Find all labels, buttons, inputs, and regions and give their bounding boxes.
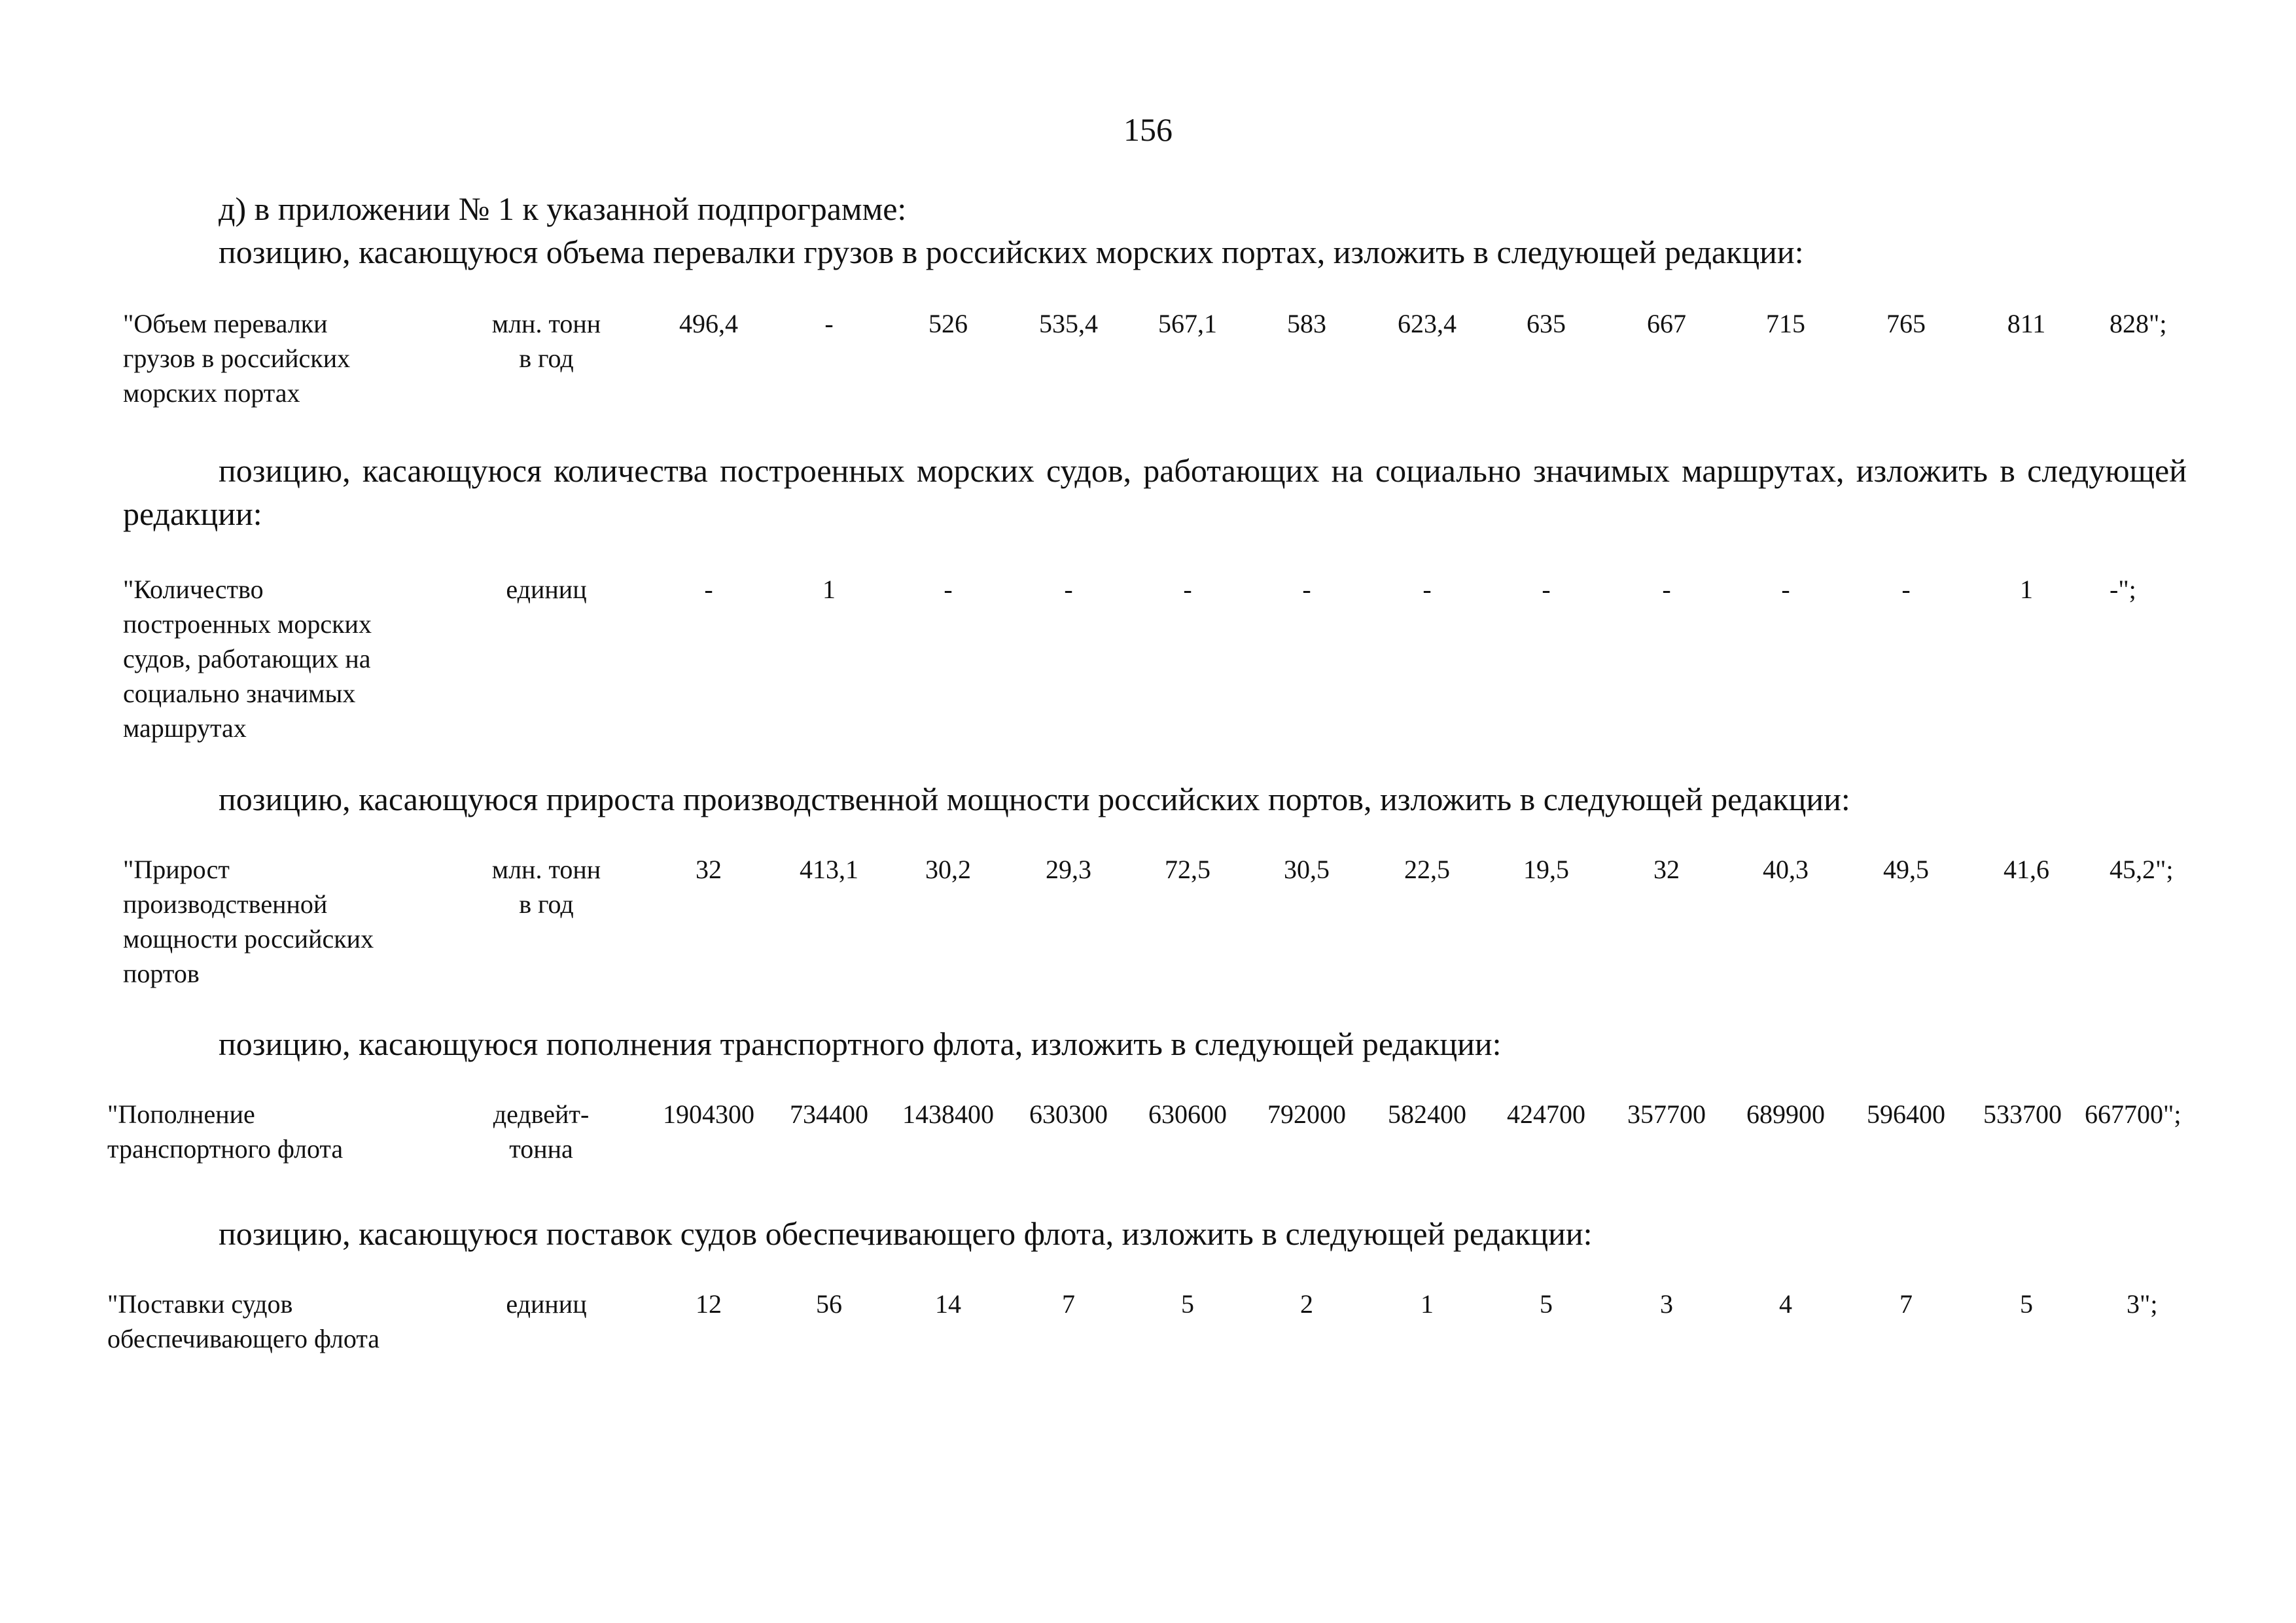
- row-value: 667700";: [2085, 1099, 2181, 1129]
- row-value: 765: [1886, 309, 1926, 338]
- row-value: -: [1542, 575, 1551, 604]
- row-value: 1904300: [663, 1099, 754, 1129]
- row-value: 3";: [2127, 1289, 2158, 1319]
- row-value: 583: [1287, 309, 1326, 338]
- row-value: 582400: [1388, 1099, 1466, 1129]
- row-unit: млн. тонн в год: [491, 855, 601, 919]
- row-value: 715: [1766, 309, 1805, 338]
- row-value: 5: [2020, 1289, 2033, 1319]
- row-value: -: [1662, 575, 1671, 604]
- row-name: "Объем перевалки грузов в российских морских портах: [123, 309, 351, 408]
- row-value: -";: [2110, 575, 2136, 604]
- row-value: 30,5: [1284, 855, 1330, 884]
- row-value: 32: [1653, 855, 1680, 884]
- section-heading-transport-fleet: позицию, касающуюся пополнения транспортного флота, изложить в следующей редакции:: [219, 1026, 1502, 1062]
- row-value: 56: [816, 1289, 842, 1319]
- row-value: 1: [822, 575, 836, 604]
- row-unit: единиц: [506, 575, 587, 604]
- row-value: 40,3: [1763, 855, 1809, 884]
- row-value: -: [1183, 575, 1192, 604]
- row-value: 413,1: [800, 855, 858, 884]
- section-heading-ships-count: [123, 449, 2187, 535]
- row-value: 3: [1660, 1289, 1673, 1319]
- row-name: "Количество построенных морских судов, работающих на социально значимых маршрутах: [123, 575, 372, 743]
- row-value: 596400: [1867, 1099, 1945, 1129]
- row-name: "Прирост производственной мощности российских портов: [123, 855, 374, 988]
- row-value: 630300: [1029, 1099, 1108, 1129]
- intro-line: д) в приложении № 1 к указанной подпрограмме:: [219, 190, 907, 227]
- row-value: 496,4: [679, 309, 738, 338]
- row-value: 45,2";: [2110, 855, 2174, 884]
- row-value: 689900: [1746, 1099, 1825, 1129]
- row-name: "Пополнение транспортного флота: [107, 1099, 344, 1164]
- section-heading-text: позицию, касающуюся количества построенных морских судов, работающих на социально значимых маршрутах, изложить в следующей редакции:: [123, 452, 2187, 532]
- row-value: 49,5: [1883, 855, 1929, 884]
- row-value: 1: [2020, 575, 2033, 604]
- row-value: -: [1302, 575, 1311, 604]
- row-value: 424700: [1507, 1099, 1585, 1129]
- row-value: 357700: [1627, 1099, 1706, 1129]
- row-value: -: [1064, 575, 1073, 604]
- row-value: 635: [1527, 309, 1566, 338]
- row-value: 72,5: [1165, 855, 1210, 884]
- row-value: 5: [1540, 1289, 1553, 1319]
- row-value: 535,4: [1039, 309, 1098, 338]
- row-value: -: [1901, 575, 1911, 604]
- row-value: 533700: [1983, 1099, 2062, 1129]
- row-value: -: [824, 309, 834, 338]
- row-value: 19,5: [1523, 855, 1569, 884]
- row-value: 4: [1779, 1289, 1792, 1319]
- row-value: 22,5: [1404, 855, 1450, 884]
- row-name: "Поставки судов обеспечивающего флота: [107, 1289, 380, 1353]
- row-value: 667: [1647, 309, 1686, 338]
- row-value: -: [944, 575, 953, 604]
- row-value: -: [704, 575, 713, 604]
- row-value: -: [1781, 575, 1790, 604]
- row-value: 811: [2007, 309, 2046, 338]
- row-value: 14: [935, 1289, 961, 1319]
- row-value: 630600: [1148, 1099, 1227, 1129]
- row-value: 792000: [1267, 1099, 1346, 1129]
- row-value: 2: [1300, 1289, 1313, 1319]
- row-value: 623,4: [1398, 309, 1457, 338]
- row-value: 1: [1421, 1289, 1434, 1319]
- row-value: -: [1422, 575, 1432, 604]
- row-value: 7: [1899, 1289, 1913, 1319]
- page-number: 156: [1123, 111, 1173, 148]
- section-heading-port-capacity: позицию, касающуюся прироста производственной мощности российских портов, изложить в следующей редакции:: [219, 781, 1850, 817]
- row-value: 30,2: [925, 855, 971, 884]
- row-unit: дедвейт- тонна: [493, 1099, 590, 1164]
- row-value: 32: [696, 855, 722, 884]
- row-value: 41,6: [2004, 855, 2049, 884]
- row-unit: единиц: [506, 1289, 587, 1319]
- row-unit: млн. тонн в год: [491, 309, 601, 373]
- row-value: 7: [1062, 1289, 1075, 1319]
- section-heading-support-fleet: позицию, касающуюся поставок судов обеспечивающего флота, изложить в следующей редакции:: [219, 1215, 1593, 1252]
- row-value: 828";: [2110, 309, 2167, 338]
- row-value: 567,1: [1158, 309, 1217, 338]
- row-value: 29,3: [1046, 855, 1091, 884]
- row-value: 12: [696, 1289, 722, 1319]
- section-heading-cargo-volume: позицию, касающуюся объема перевалки грузов в российских морских портах, изложить в следующей редакции:: [219, 234, 1804, 270]
- row-value: 1438400: [902, 1099, 994, 1129]
- row-value: 734400: [790, 1099, 868, 1129]
- row-value: 526: [928, 309, 968, 338]
- row-value: 5: [1181, 1289, 1194, 1319]
